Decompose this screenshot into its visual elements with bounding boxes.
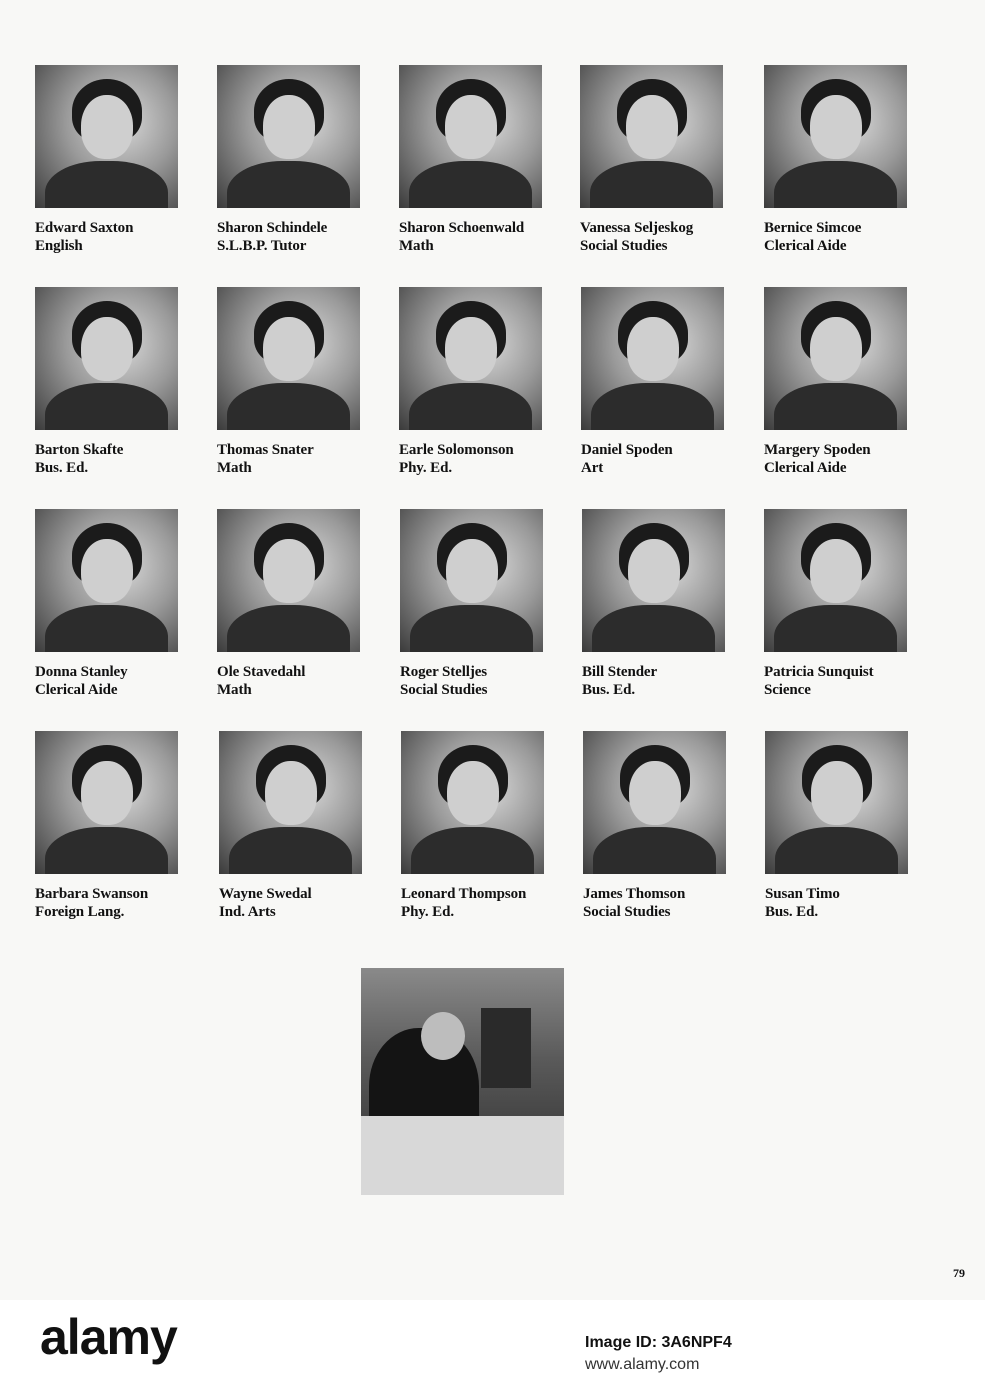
staff-name: Leonard Thompson xyxy=(401,886,527,902)
staff-role: Clerical Aide xyxy=(764,238,847,254)
staff-name: Earle Solomonson xyxy=(399,442,514,458)
staff-name: Ole Stavedahl xyxy=(217,664,306,680)
candid-photo xyxy=(361,968,564,1195)
staff-card xyxy=(399,287,544,477)
staff-card xyxy=(764,65,909,255)
staff-name: Margery Spoden xyxy=(764,442,871,458)
staff-role: Clerical Aide xyxy=(764,460,847,476)
caption xyxy=(582,663,727,699)
staff-role: Ind. Arts xyxy=(219,904,276,920)
staff-role: Math xyxy=(217,682,252,698)
caption xyxy=(583,885,728,921)
staff-name: Sharon Schindele xyxy=(217,220,328,236)
staff-name: Daniel Spoden xyxy=(581,442,673,458)
portrait-photo xyxy=(399,287,542,430)
staff-role: Social Studies xyxy=(400,682,488,698)
site-url: www.alamy.com xyxy=(585,1356,700,1373)
caption xyxy=(765,885,910,921)
portrait-photo xyxy=(401,731,544,874)
staff-name: Bill Stender xyxy=(582,664,658,680)
caption xyxy=(217,219,362,255)
portrait-photo xyxy=(217,65,360,208)
portrait-photo xyxy=(35,509,178,652)
caption xyxy=(401,885,546,921)
alamy-logo: alamy xyxy=(40,1309,177,1365)
staff-role: Bus. Ed. xyxy=(35,460,88,476)
portrait-photo xyxy=(580,65,723,208)
staff-name: Patricia Sunquist xyxy=(764,664,874,680)
caption xyxy=(399,441,544,477)
portrait-photo xyxy=(764,65,907,208)
page-number: 79 xyxy=(953,1266,965,1280)
staff-card xyxy=(217,65,362,255)
staff-name: Edward Saxton xyxy=(35,220,134,236)
staff-name: Vanessa Seljeskog xyxy=(580,220,694,236)
caption xyxy=(217,663,362,699)
staff-card xyxy=(582,509,727,699)
staff-role: Art xyxy=(581,460,604,476)
portrait-photo xyxy=(219,731,362,874)
staff-card xyxy=(400,509,545,699)
staff-card xyxy=(764,509,909,699)
staff-card xyxy=(217,509,362,699)
portrait-photo xyxy=(400,509,543,652)
staff-name: James Thomson xyxy=(583,886,686,902)
staff-role: Social Studies xyxy=(580,238,668,254)
caption xyxy=(219,885,364,921)
portrait-photo xyxy=(765,731,908,874)
caption xyxy=(580,219,725,255)
staff-role: Foreign Lang. xyxy=(35,904,125,920)
staff-name: Susan Timo xyxy=(765,886,840,902)
portrait-photo xyxy=(35,287,178,430)
staff-role: Science xyxy=(764,682,811,698)
caption xyxy=(581,441,726,477)
staff-name: Barbara Swanson xyxy=(35,886,149,902)
staff-card xyxy=(399,65,544,255)
staff-role: Math xyxy=(217,460,252,476)
caption xyxy=(764,441,909,477)
staff-role: English xyxy=(35,238,83,254)
staff-role: Bus. Ed. xyxy=(582,682,635,698)
caption xyxy=(399,219,544,255)
staff-name: Thomas Snater xyxy=(217,442,314,458)
staff-name: Bernice Simcoe xyxy=(764,220,862,236)
staff-card xyxy=(35,287,180,477)
portrait-photo xyxy=(583,731,726,874)
staff-card xyxy=(401,731,546,921)
staff-name: Roger Stelljes xyxy=(400,664,488,680)
portrait-photo xyxy=(764,509,907,652)
staff-name: Wayne Swedal xyxy=(219,886,312,902)
staff-card xyxy=(35,509,180,699)
portrait-photo xyxy=(582,509,725,652)
caption xyxy=(764,663,909,699)
staff-card xyxy=(581,287,726,477)
staff-card xyxy=(765,731,910,921)
caption xyxy=(764,219,909,255)
portrait-photo xyxy=(764,287,907,430)
staff-name: Donna Stanley xyxy=(35,664,128,680)
caption xyxy=(35,219,180,255)
staff-card xyxy=(764,287,909,477)
portrait-photo xyxy=(35,65,178,208)
staff-card xyxy=(583,731,728,921)
image-id: Image ID: 3A6NPF4 xyxy=(585,1334,732,1351)
portrait-photo xyxy=(399,65,542,208)
staff-role: Bus. Ed. xyxy=(765,904,818,920)
staff-name: Sharon Schoenwald xyxy=(399,220,525,236)
portrait-photo xyxy=(35,731,178,874)
caption xyxy=(35,663,180,699)
staff-role: S.L.B.P. Tutor xyxy=(217,238,307,254)
staff-card xyxy=(219,731,364,921)
staff-role: Math xyxy=(399,238,434,254)
staff-role: Phy. Ed. xyxy=(401,904,454,920)
staff-role: Social Studies xyxy=(583,904,671,920)
portrait-photo xyxy=(217,287,360,430)
caption xyxy=(400,663,545,699)
staff-name: Barton Skafte xyxy=(35,442,124,458)
caption xyxy=(217,441,362,477)
portrait-photo xyxy=(581,287,724,430)
staff-role: Phy. Ed. xyxy=(399,460,452,476)
staff-card xyxy=(35,731,180,921)
staff-role: Clerical Aide xyxy=(35,682,118,698)
staff-card xyxy=(580,65,725,255)
staff-card xyxy=(35,65,180,255)
portrait-photo xyxy=(217,509,360,652)
caption xyxy=(35,441,180,477)
caption xyxy=(35,885,180,921)
staff-card xyxy=(217,287,362,477)
